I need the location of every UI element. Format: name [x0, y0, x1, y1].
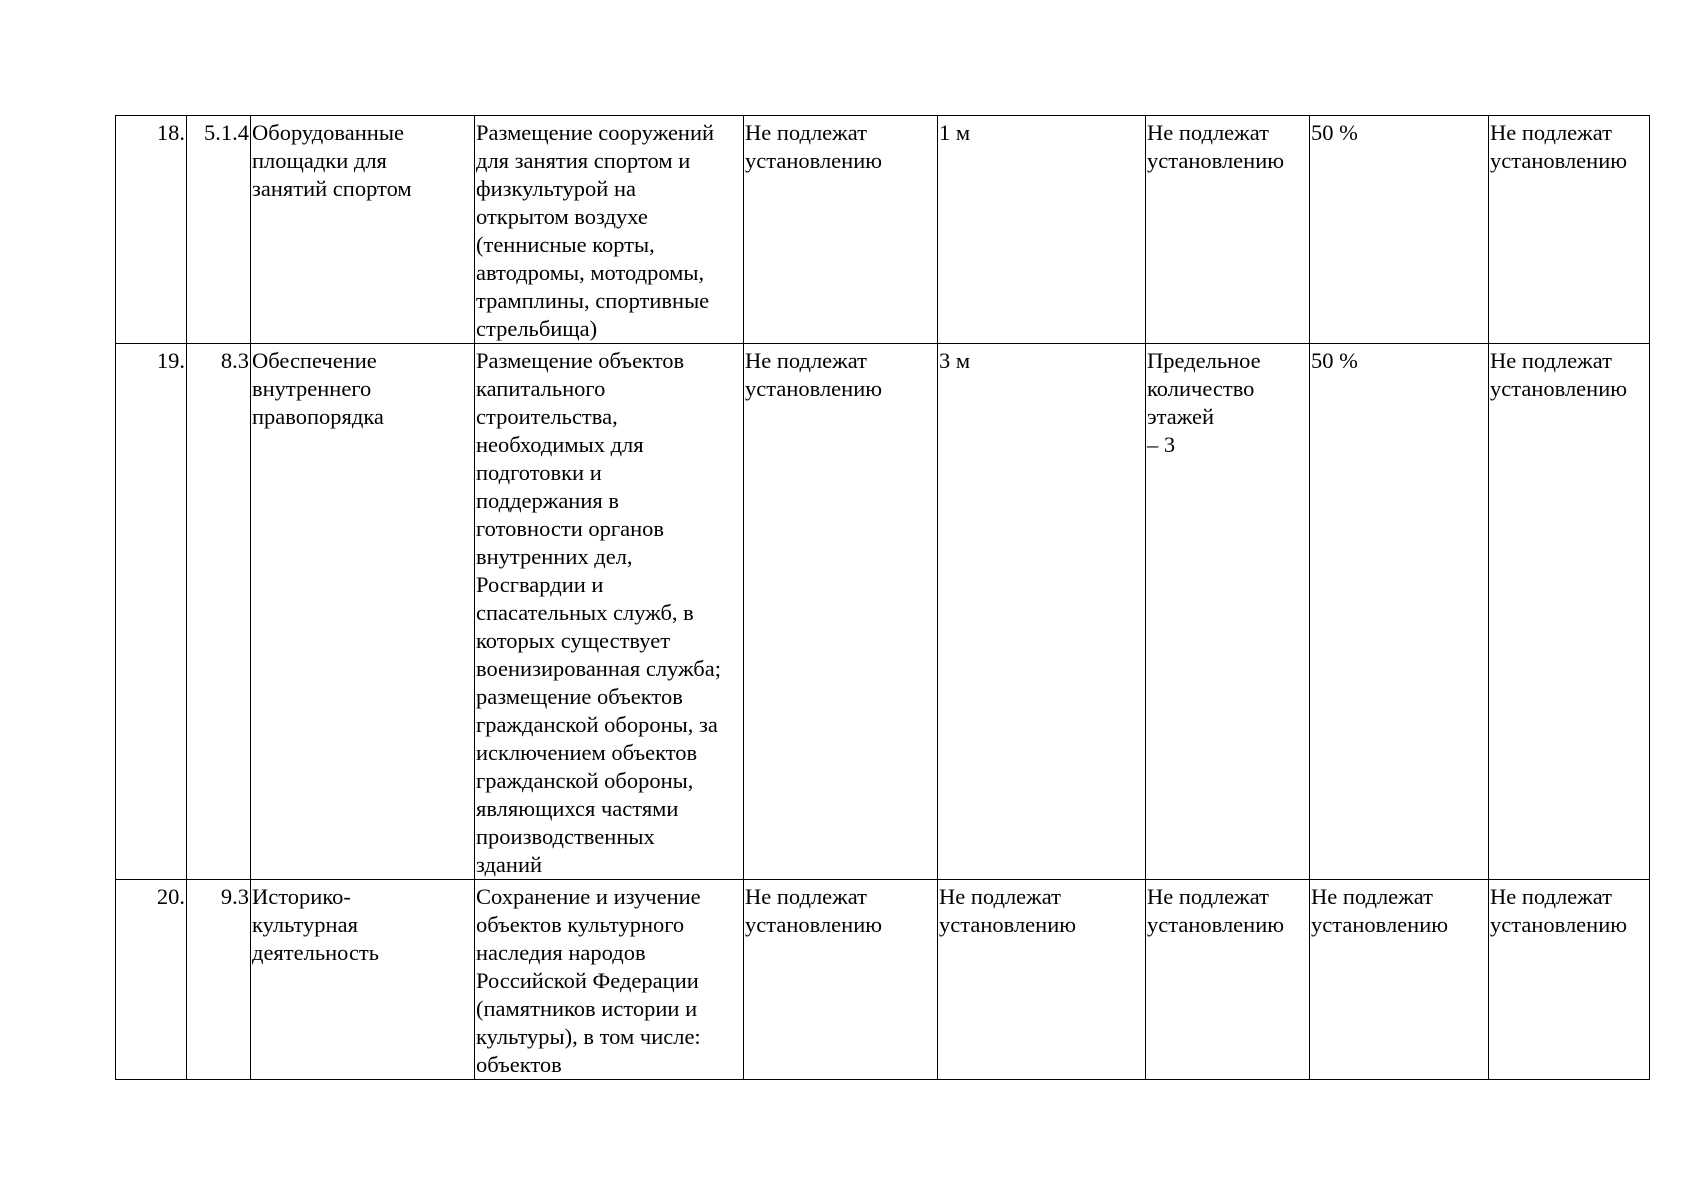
cell-col8: 50 % [1310, 344, 1489, 880]
cell-col5: Не подлежат установлению [744, 116, 938, 344]
use-code: 5.1.4 [187, 116, 251, 344]
row-number: 19. [116, 344, 187, 880]
use-name: Оборудованные площадки для занятий спортом [251, 116, 475, 344]
cell-col8: Не подлежат установлению [1310, 880, 1489, 1080]
table-row [116, 116, 1650, 344]
cell-col5: Не подлежат установлению [744, 344, 938, 880]
cell-col9: Не подлежат установлению [1489, 116, 1650, 344]
table-row [116, 880, 1650, 1080]
table-row [116, 344, 1650, 880]
cell-col6: Не подлежат установлению [938, 880, 1146, 1080]
row-number: 18. [116, 116, 187, 344]
cell-col8: 50 % [1310, 116, 1489, 344]
use-name: Обеспечение внутреннего правопорядка [251, 344, 475, 880]
cell-col6: 3 м [938, 344, 1146, 880]
row-number: 20. [116, 880, 187, 1080]
cell-col9: Не подлежат установлению [1489, 880, 1650, 1080]
use-code: 8.3 [187, 344, 251, 880]
cell-col6: 1 м [938, 116, 1146, 344]
use-code: 9.3 [187, 880, 251, 1080]
land-use-regulations-table [115, 115, 1650, 1080]
cell-col7: Не подлежат установлению [1146, 880, 1310, 1080]
use-description: Размещение объектов капитального строительства, необходимых для подготовки и поддержания в готовности органов внутренних дел, Росгвардии и спасательных служб, в которых существует военизированная служба; размещение объектов гражданской обороны, за исключением объектов гражданской обороны, являющихся частями производственных зданий [475, 344, 744, 880]
use-description: Сохранение и изучение объектов культурного наследия народов Российской Федерации (памятников истории и культуры), в том числе: объектов [475, 880, 744, 1080]
cell-col7: Не подлежат установлению [1146, 116, 1310, 344]
cell-col7: Предельное количество этажей – 3 [1146, 344, 1310, 880]
use-name: Историко- культурная деятельность [251, 880, 475, 1080]
cell-col5: Не подлежат установлению [744, 880, 938, 1080]
cell-col9: Не подлежат установлению [1489, 344, 1650, 880]
use-description: Размещение сооружений для занятия спортом и физкультурой на открытом воздухе (теннисные корты, автодромы, мотодромы, трамплины, спортивные стрельбища) [475, 116, 744, 344]
